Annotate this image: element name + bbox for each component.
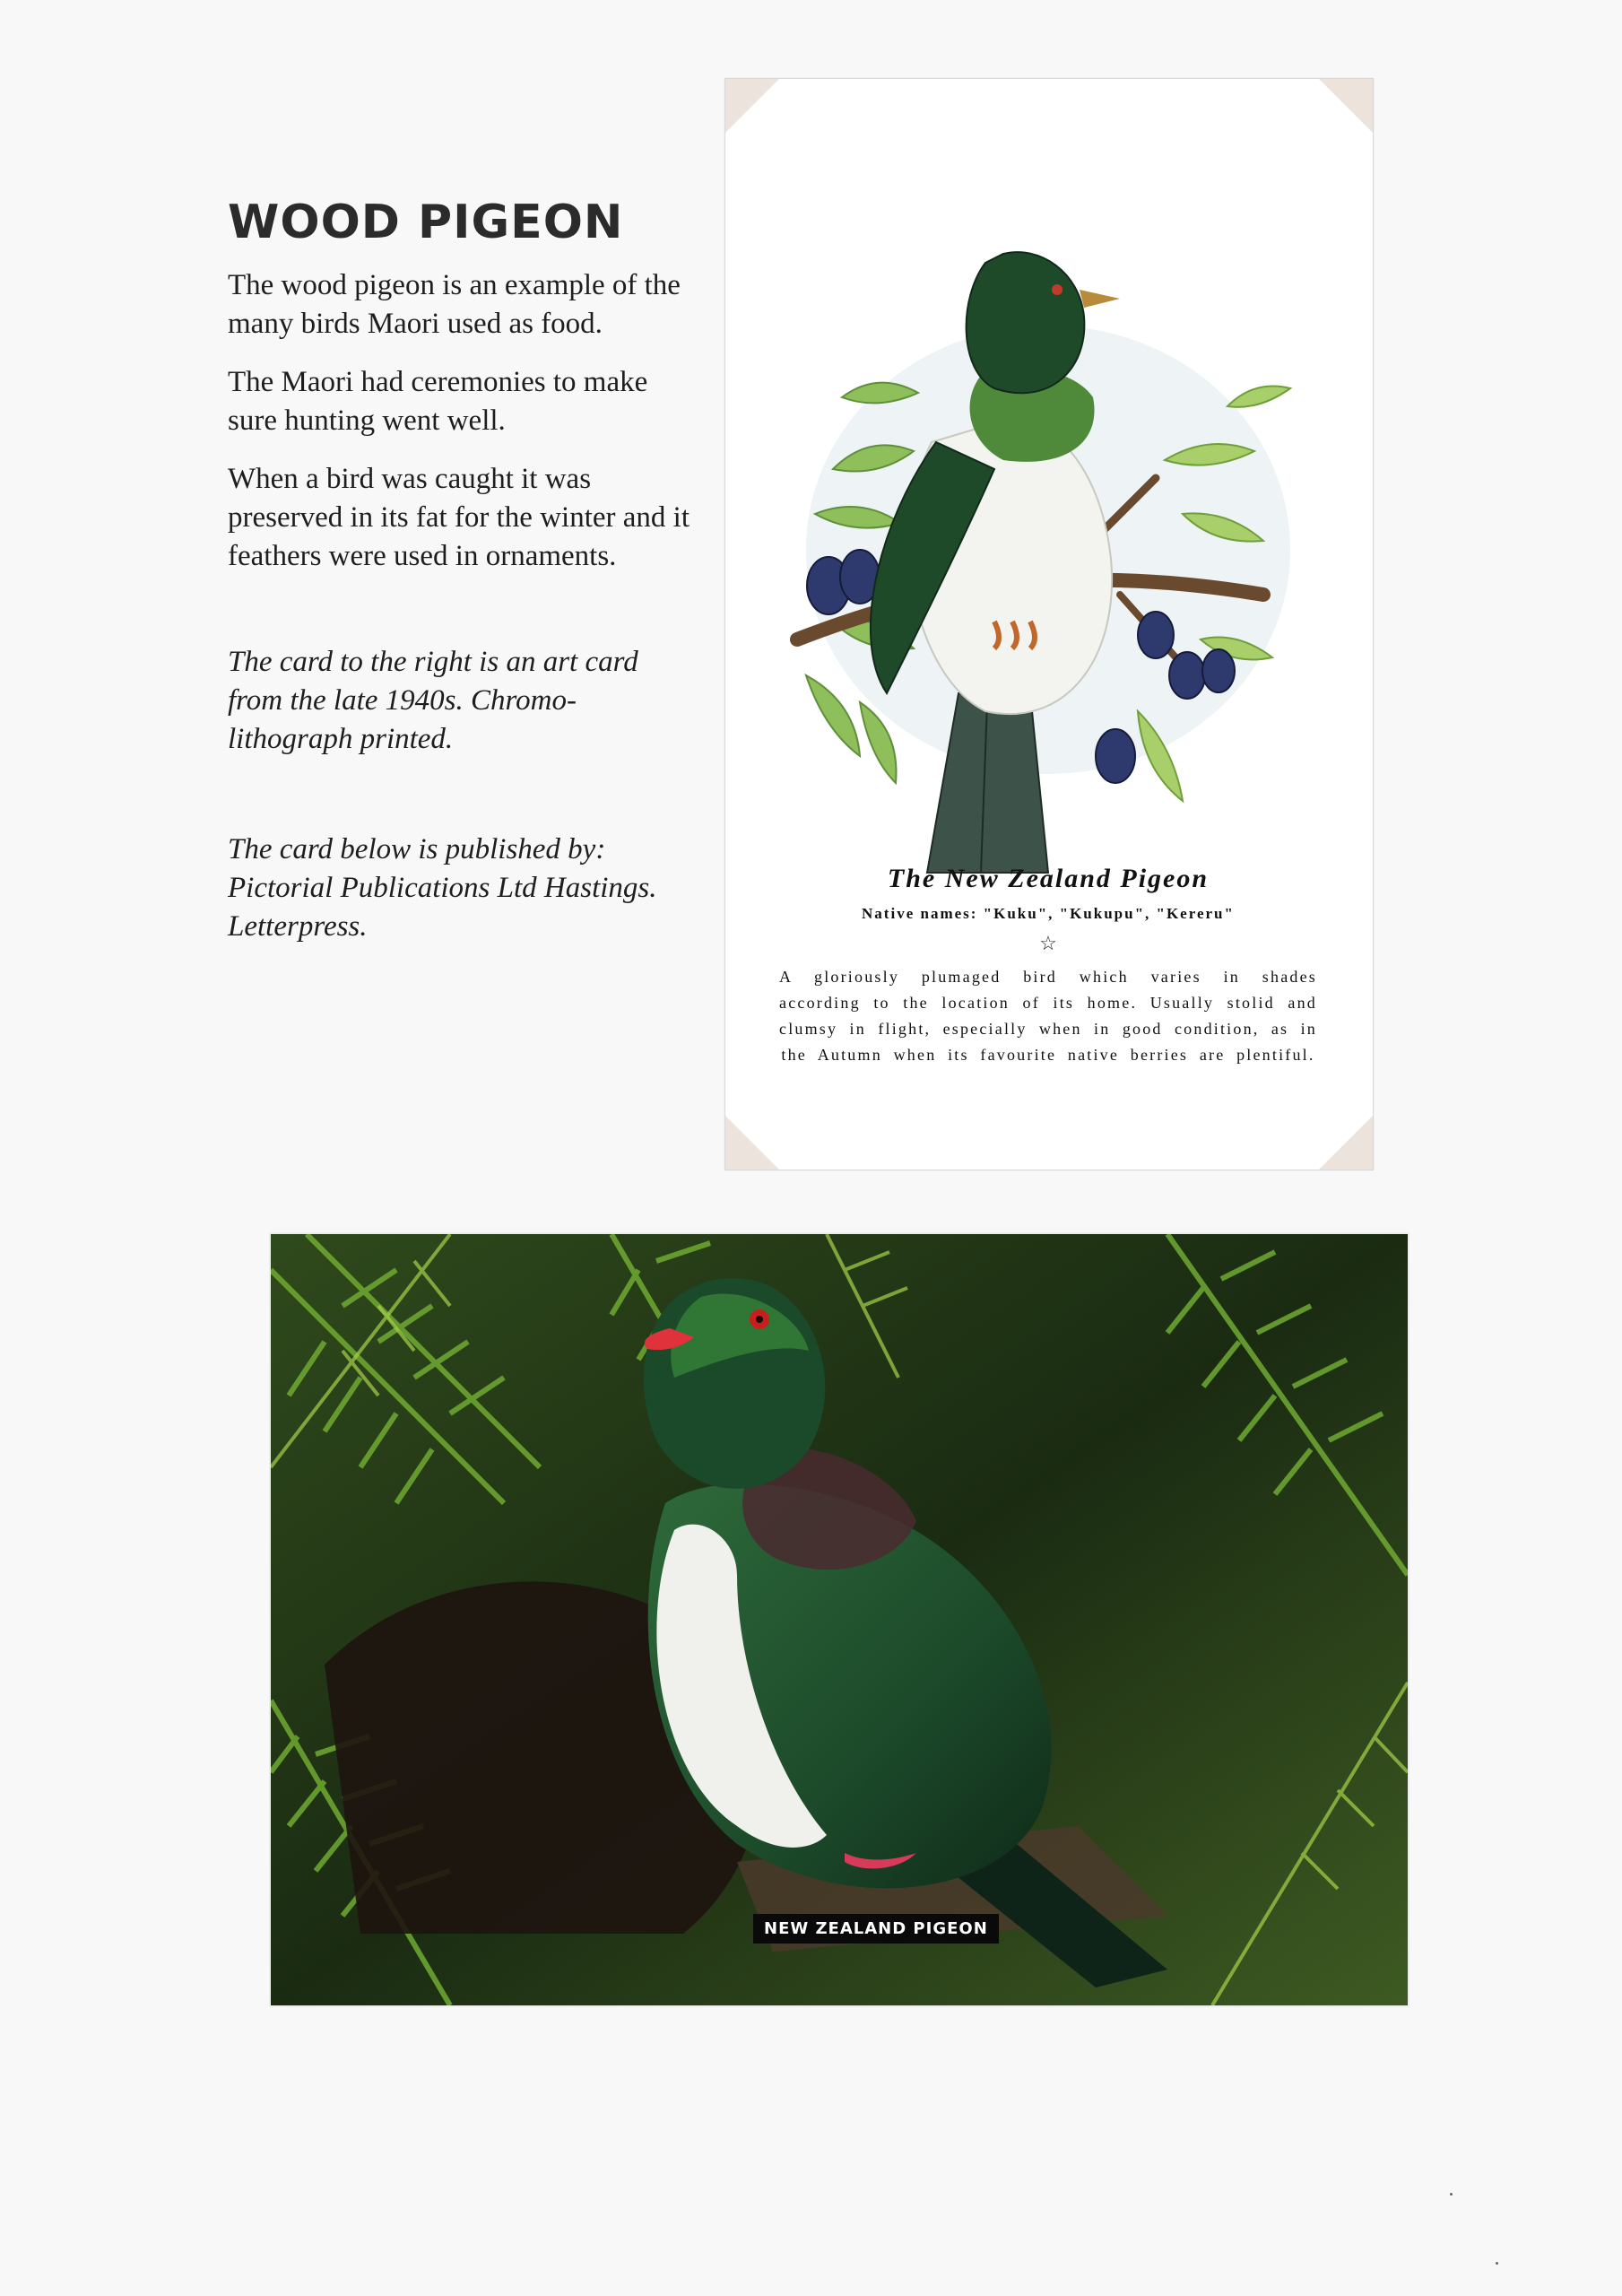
paragraph-ceremonies: The Maori had ceremonies to make sure hunting went well. [228, 366, 648, 438]
pigeon-illustration [779, 173, 1317, 891]
card-description: A gloriously plumaged bird which varies in shades according to the location of its home. Usually stolid and clumsy in flight, especially when in good condition, as in the Autumn when its favourite native berries are plentiful. [779, 968, 1317, 1064]
note-art-card: The card to the right is an art card from the late 1940s. Chromo-lithograph printed. [228, 646, 638, 756]
page-title: WOOD PIGEON [228, 196, 624, 249]
photo-corner-top-left [725, 79, 779, 133]
star-icon: ☆ [1039, 932, 1057, 954]
photo-corner-bottom-left [725, 1116, 779, 1170]
art-card [724, 78, 1374, 1170]
card-title: The New Zealand Pigeon [887, 864, 1210, 893]
scan-speck [1496, 2262, 1498, 2265]
photo-postcard [269, 1232, 1409, 2007]
scan-speck [1450, 2193, 1453, 2196]
card-caption [779, 864, 1317, 1068]
paragraph-food: The wood pigeon is an example of the many birds Maori used as food. [228, 269, 681, 341]
photo-corner-bottom-right [1319, 1116, 1373, 1170]
text-column [228, 197, 694, 946]
native-names: Native names: "Kuku", "Kukupu", "Kereru" [862, 905, 1235, 922]
photo-caption-label: NEW ZEALAND PIGEON [753, 1914, 999, 1944]
photo-corner-top-right [1319, 79, 1373, 133]
pigeon-photo [271, 1234, 1408, 2005]
paragraph-preservation: When a bird was caught it was preserved in its fat for the winter and it feathers were used in ornaments. [228, 463, 690, 573]
note-publisher: The card below is published by: Pictorial Publications Ltd Hastings. Letterpress. [228, 833, 657, 944]
